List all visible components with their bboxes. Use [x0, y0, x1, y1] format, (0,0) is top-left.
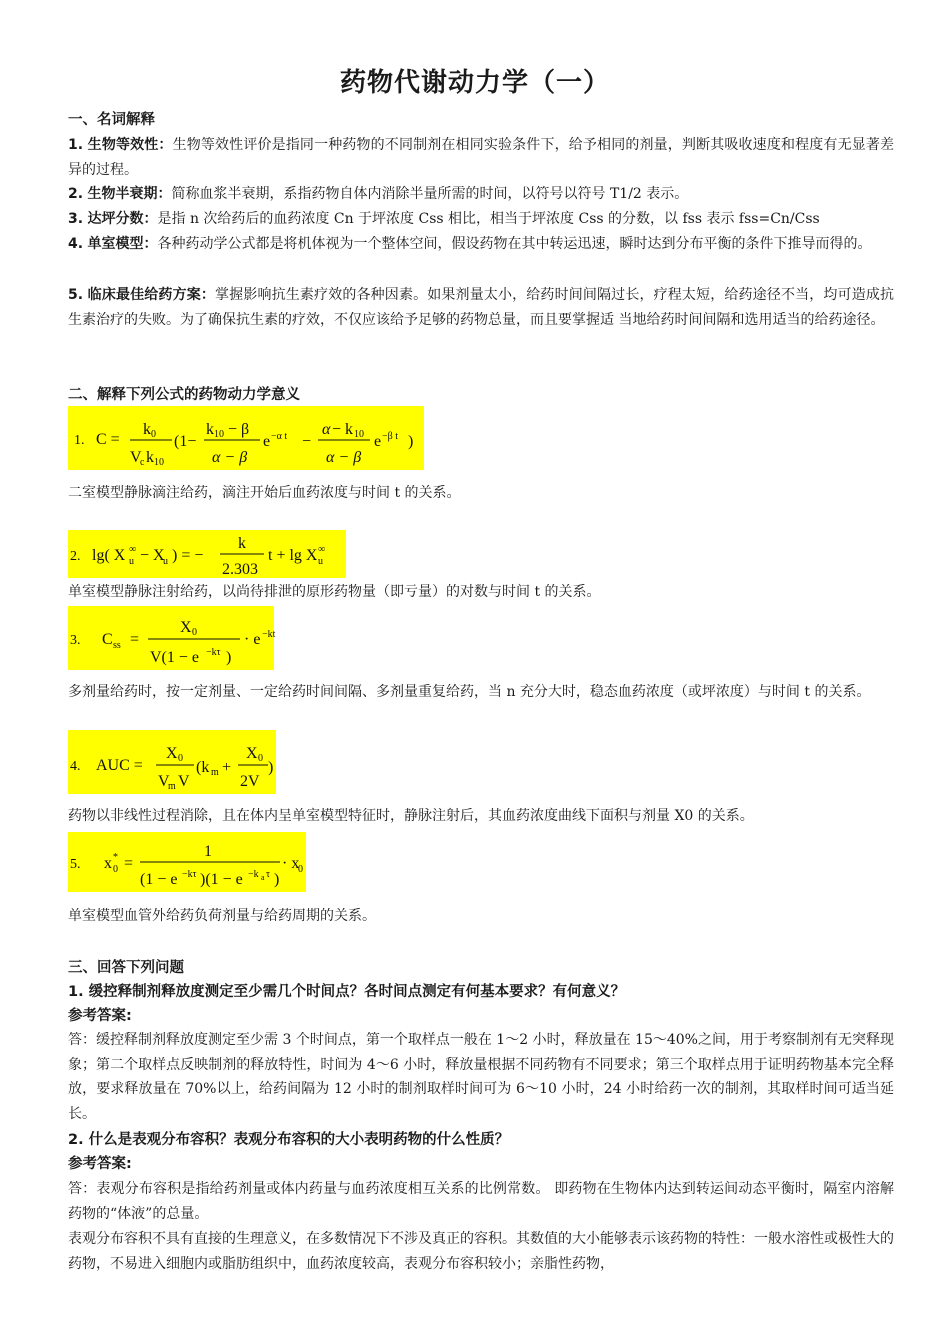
formula-3-image	[68, 606, 274, 670]
svg-text:AUC =: AUC =	[96, 757, 143, 774]
formula-1-image	[68, 406, 424, 470]
svg-text:∞: ∞	[129, 544, 137, 555]
formula-description: 二室模型静脉滴注给药，滴注开始后血药浓度与时间 t 的关系。	[68, 485, 461, 501]
svg-text:X: X	[166, 745, 178, 762]
svg-text:ss: ss	[113, 640, 121, 651]
definition-term: 单室模型：	[87, 236, 158, 252]
svg-text:u: u	[129, 556, 134, 567]
svg-text:(1−: (1−	[174, 433, 197, 450]
svg-text:+: +	[222, 759, 232, 776]
definition-text: 生物等效性评价是指同一种药物的不同制剂在相同实验条件下，给予相同的剂量，判断其吸收速度和程度有无显著差异的过程。	[68, 137, 895, 178]
svg-text:1: 1	[204, 843, 212, 860]
question-2: 2. 什么是表观分布容积？表观分布容积的大小表明药物的什么性质？	[68, 1132, 510, 1148]
svg-text:− X: − X	[140, 547, 165, 564]
svg-text:lg( X: lg( X	[92, 547, 126, 564]
svg-text:): )	[268, 759, 274, 776]
question-1: 1. 缓控释制剂释放度测定至少需几个时间点？各时间点测定有何基本要求？有何意义？	[68, 984, 626, 1000]
svg-text:−β t: −β t	[382, 431, 399, 442]
svg-text:) = −: ) = −	[172, 547, 204, 564]
formula-description: 药物以非线性过程消除，且在体内呈单室模型特征时，静脉注射后，其血药浓度曲线下面积与剂量 X0 的关系。	[68, 808, 754, 824]
answer-label: 参考答案:	[68, 1008, 132, 1024]
formula-description: 单室模型静脉注射给药，以尚待排泄的原形药物量（即亏量）的对数与时间 t 的关系。	[68, 584, 601, 600]
svg-text:t + lg X: t + lg X	[268, 547, 318, 564]
formula-number: 1.	[74, 433, 85, 448]
svg-text:k: k	[206, 421, 214, 438]
svg-text:u: u	[163, 556, 168, 567]
svg-text:m: m	[168, 781, 176, 792]
svg-text:(1 − e: (1 − e	[140, 871, 178, 888]
svg-text:V: V	[178, 773, 190, 790]
formula-5-image	[68, 832, 306, 892]
svg-text:): )	[226, 649, 232, 666]
definition-term: 达坪分数：	[87, 211, 158, 227]
formula-number: 5.	[70, 857, 81, 872]
definition-number: 1.	[68, 137, 84, 153]
formula-5-highlight	[68, 832, 306, 892]
formula-1-highlight	[68, 406, 424, 470]
svg-text:0: 0	[113, 864, 118, 875]
svg-text:k: k	[143, 421, 151, 438]
svg-text:2.303: 2.303	[222, 561, 258, 578]
definition-item	[68, 207, 894, 232]
svg-text:0: 0	[298, 864, 303, 875]
svg-text:X: X	[246, 745, 258, 762]
formula-4-image	[68, 730, 276, 794]
svg-text:e: e	[263, 433, 271, 450]
answer-label: 参考答案:	[68, 1156, 132, 1172]
svg-text:− k: − k	[332, 421, 354, 438]
definition-term: 生物半衰期：	[87, 186, 172, 202]
svg-text:=: =	[124, 855, 134, 872]
svg-text:−kt: −kt	[262, 629, 276, 640]
svg-text:C =: C =	[96, 431, 120, 448]
svg-text:k: k	[238, 535, 246, 552]
formula-number: 3.	[70, 633, 81, 648]
svg-text:−α t: −α t	[271, 431, 288, 442]
svg-text:τ: τ	[266, 869, 271, 880]
formula-description: 多剂量给药时，按一定剂量、一定给药时间间隔、多剂量重复给药，当 n 充分大时，稳态血药浓度（或坪浓度）与时间 t 的关系。	[68, 684, 871, 700]
definition-item	[68, 182, 894, 207]
svg-text:α − β: α − β	[326, 449, 362, 466]
definition-text: 各种药动学公式都是将机体视为一个整体空间，假设药物在其中转运迅速，瞬时达到分布平衡的条件下推导而得的。	[157, 236, 872, 252]
answer-paragraph: 表观分布容积不具有直接的生理意义，在多数情况下不涉及真正的容积。其数值的大小能够表示该药物的特性：一般水溶性或极性大的药物，不易进入细胞内或脂肪组织中，血药浓度较高，表观分布容积较小；亲脂性药物，	[68, 1231, 894, 1272]
svg-text:− β: − β	[228, 421, 250, 438]
svg-text:α: α	[322, 421, 331, 438]
svg-text:X: X	[180, 619, 192, 636]
svg-text:−kτ: −kτ	[206, 647, 221, 658]
svg-text:): )	[408, 433, 414, 450]
formula-4-highlight	[68, 730, 276, 794]
formula-3-highlight	[68, 606, 274, 670]
definition-text: 掌握影响抗生素疗效的各种因素。如果剂量太小，给药时间间隔过长，疗程太短，给药途径不当，均可造成抗生素治疗的失败。为了确保抗生素的疗效，不仅应该给予足够的药物总量，而且要掌握适 当地给药时间间隔和选用适当的给药途径。	[68, 287, 895, 328]
svg-text:V: V	[158, 773, 170, 790]
definition-term: 临床最佳给药方案：	[87, 287, 216, 303]
section-heading-definitions: 一、名词解释	[68, 112, 155, 128]
definition-term: 生物等效性：	[87, 137, 173, 153]
svg-text:)(1 − e: )(1 − e	[200, 871, 243, 888]
svg-text:=: =	[130, 631, 140, 648]
svg-text:−kτ: −kτ	[182, 869, 197, 880]
section-heading-formulas: 二、解释下列公式的药物动力学意义	[68, 387, 300, 403]
svg-text:V: V	[130, 449, 142, 466]
answer-paragraph: 答：表观分布容积是指给药剂量或体内药量与血药浓度相互关系的比例常数。 即药物在生物体内达到转运间动态平衡时，隔室内溶解药物的“体液”的总量。	[68, 1181, 894, 1222]
svg-text:α − β: α − β	[212, 449, 248, 466]
page-title: 药物代谢动力学（一）	[339, 68, 610, 98]
svg-text:c: c	[140, 457, 145, 468]
definition-number: 4.	[68, 236, 84, 252]
definition-item	[68, 133, 894, 182]
answer-paragraph: 答：缓控释制剂释放度测定至少需 3 个时间点，第一个取样点一般在 1～2 小时，释放量在 15～40%之间，用于考察制剂有无突释现象；第二个取样点反映制剂的释放特性，时间为 4～6 小时，释放量根据不同药物有不同要求；第三个取样点用于证明药物基本完全释放，要求释放量在 70%以上，给药间隔为 12 小时的制剂取样时间可为 6～10 小时，24 小时给药一次的制剂，其取样时间可适当延长。	[68, 1032, 894, 1122]
section-heading-questions: 三、回答下列问题	[68, 960, 184, 976]
svg-text:u: u	[318, 556, 323, 567]
svg-text:): )	[274, 871, 280, 888]
definition-item	[68, 283, 894, 332]
formula-number: 4.	[70, 759, 81, 774]
definition-number: 2.	[68, 186, 84, 202]
definition-item	[68, 232, 894, 257]
svg-text:10: 10	[154, 457, 164, 468]
svg-text:0: 0	[151, 429, 156, 440]
formula-description: 单室模型血管外给药负荷剂量与给药周期的关系。	[68, 908, 376, 924]
formula-2-highlight	[68, 530, 346, 578]
definition-text: 是指 n 次给药后的血药浓度 Cn 于坪浓度 Css 相比，相当于坪浓度 Css 的分数，以 fss 表示 fss=Cn/Css	[157, 211, 820, 227]
svg-text:· e: · e	[244, 631, 261, 648]
svg-text:e: e	[374, 433, 382, 450]
svg-text:C: C	[102, 631, 113, 648]
svg-text:2V: 2V	[240, 773, 260, 790]
svg-text:· x: · x	[282, 855, 300, 872]
svg-text:−k: −k	[248, 869, 259, 880]
svg-text:∞: ∞	[318, 544, 326, 555]
svg-text:−: −	[302, 433, 312, 450]
definition-number: 5.	[68, 287, 84, 303]
definition-text: 简称血浆半衰期，系指药物自体内消除半量所需的时间，以符号以符号 T1/2 表示。	[171, 186, 689, 202]
svg-text:a: a	[261, 873, 265, 882]
svg-text:x: x	[104, 855, 112, 872]
formula-number: 2.	[70, 549, 81, 564]
svg-text:V(1 − e: V(1 − e	[150, 649, 200, 666]
svg-text:0: 0	[258, 753, 263, 764]
svg-text:m: m	[211, 767, 219, 778]
svg-text:(k: (k	[196, 759, 210, 776]
formula-2-image	[68, 530, 346, 578]
svg-text:0: 0	[192, 627, 197, 638]
svg-text:*: *	[113, 852, 118, 863]
svg-text:10: 10	[214, 429, 224, 440]
svg-text:k: k	[146, 449, 154, 466]
definition-number: 3.	[68, 211, 84, 227]
svg-text:0: 0	[178, 753, 183, 764]
svg-text:10: 10	[354, 429, 364, 440]
